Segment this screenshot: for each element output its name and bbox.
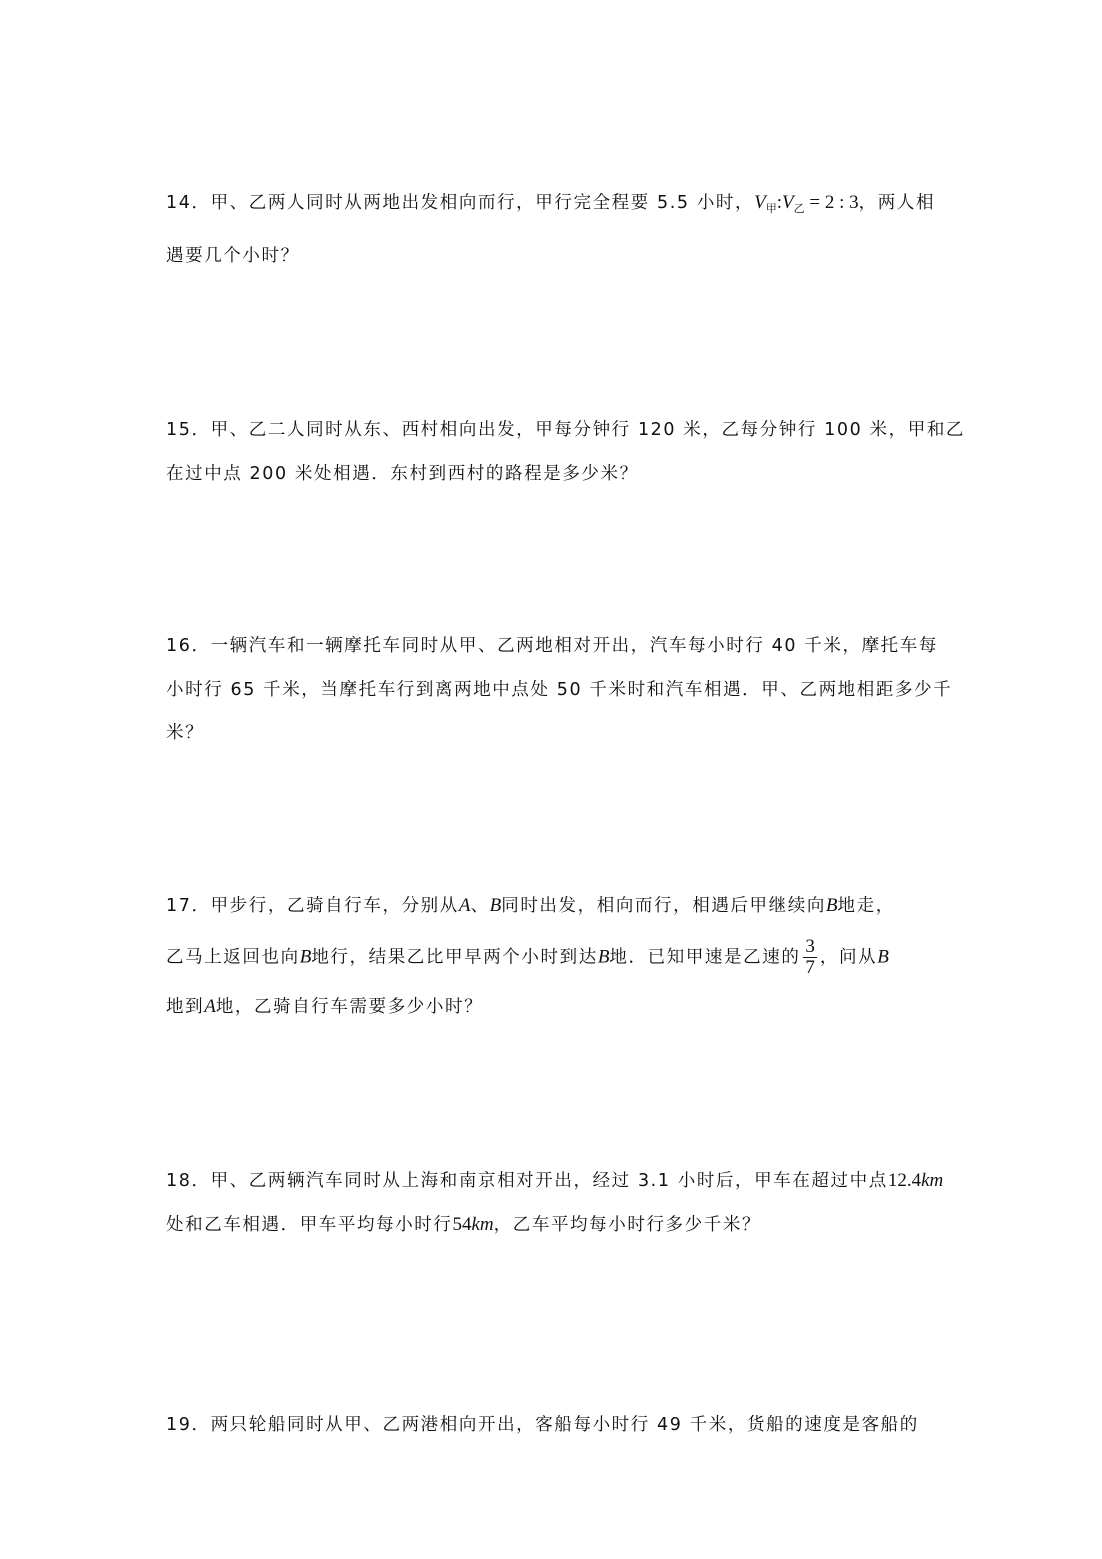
question-line <box>166 891 895 921</box>
question-line <box>166 937 889 977</box>
velocity-symbol: V <box>782 192 794 213</box>
unit-label: km <box>921 1170 944 1191</box>
point-label: B <box>877 946 889 968</box>
speed-value: 54 <box>452 1214 472 1235</box>
question-line <box>166 992 483 1022</box>
question-text: 遇要几个小时？ <box>166 246 300 266</box>
question-line <box>166 718 204 748</box>
question-text: ，两人相 <box>858 193 936 213</box>
question-line <box>166 188 935 218</box>
fraction <box>803 937 817 978</box>
question-text: 处和乙车相遇．甲车平均每小时行 <box>166 1215 453 1235</box>
question-number: 19． <box>166 1415 211 1435</box>
question-line <box>166 415 965 445</box>
question-text: ，问从 <box>819 947 878 968</box>
question-number: 17． <box>166 896 211 916</box>
velocity-subscript: 乙 <box>793 202 805 215</box>
question-text: 甲步行，乙骑自行车，分别从 <box>210 896 459 916</box>
question-line <box>166 1410 919 1440</box>
fraction-denominator: 7 <box>805 957 815 978</box>
question-text: 甲、乙两辆汽车同时从上海和南京相对开出，经过 3.1 小时后，甲车在超过中点 <box>210 1171 888 1191</box>
point-label: B <box>299 946 312 968</box>
unit-label: km <box>471 1214 494 1235</box>
question-line <box>166 241 300 271</box>
question-text: 乙马上返回也向 <box>166 947 300 968</box>
question-text: ，乙车平均每小时行多少千米？ <box>493 1215 762 1235</box>
question-text: 米？ <box>166 723 205 743</box>
question-text: 在过中点 200 米处相遇．东村到西村的路程是多少米？ <box>166 464 639 484</box>
question-text: 地到 <box>166 997 205 1017</box>
velocity-symbol: V <box>754 192 766 213</box>
point-label: B <box>489 895 502 916</box>
distance-value: 12.4 <box>887 1170 922 1191</box>
question-number: 16． <box>166 636 211 656</box>
question-text: 地，乙骑自行车需要多少小时？ <box>215 997 484 1017</box>
fraction-numerator: 3 <box>805 936 815 957</box>
question-text: 小时行 65 千米，当摩托车行到离两地中点处 50 千米时和汽车相遇．甲、乙两地相距多少千 <box>166 680 953 700</box>
question-number: 15． <box>166 420 211 440</box>
question-text: 两只轮船同时从甲、乙两港相向开出，客船每小时行 49 千米，货船的速度是客船的 <box>210 1415 919 1435</box>
point-label: B <box>825 895 838 916</box>
question-text: 甲、乙两人同时从两地出发相向而行，甲行完全程要 5.5 小时， <box>210 193 755 213</box>
question-text: 同时出发，相向而行，相遇后甲继续向 <box>501 896 826 916</box>
question-text: 地行，结果乙比甲早两个小时到达 <box>311 947 598 968</box>
velocity-subscript: 甲 <box>765 202 777 215</box>
point-label: A <box>204 996 216 1017</box>
question-line <box>166 631 938 661</box>
point-label: A <box>458 895 471 916</box>
question-line <box>166 1210 761 1240</box>
question-line <box>166 1166 943 1196</box>
question-line <box>166 459 639 489</box>
ratio-value: = 2 : 3 <box>804 192 859 213</box>
question-text: 一辆汽车和一辆摩托车同时从甲、乙两地相对开出，汽车每小时行 40 千米，摩托车每 <box>210 636 938 656</box>
question-line <box>166 675 952 705</box>
question-text: 地．已知甲速是乙速的 <box>609 947 801 968</box>
question-text: 甲、乙二人同时从东、西村相向出发，甲每分钟行 120 米，乙每分钟行 100 米，甲和乙 <box>210 420 966 440</box>
ratio-colon: : <box>776 192 783 213</box>
point-label: B <box>597 946 610 968</box>
question-text: 、 <box>470 896 490 916</box>
question-text: 地走， <box>837 896 895 916</box>
question-number: 14． <box>166 193 211 213</box>
question-number: 18． <box>166 1171 211 1191</box>
